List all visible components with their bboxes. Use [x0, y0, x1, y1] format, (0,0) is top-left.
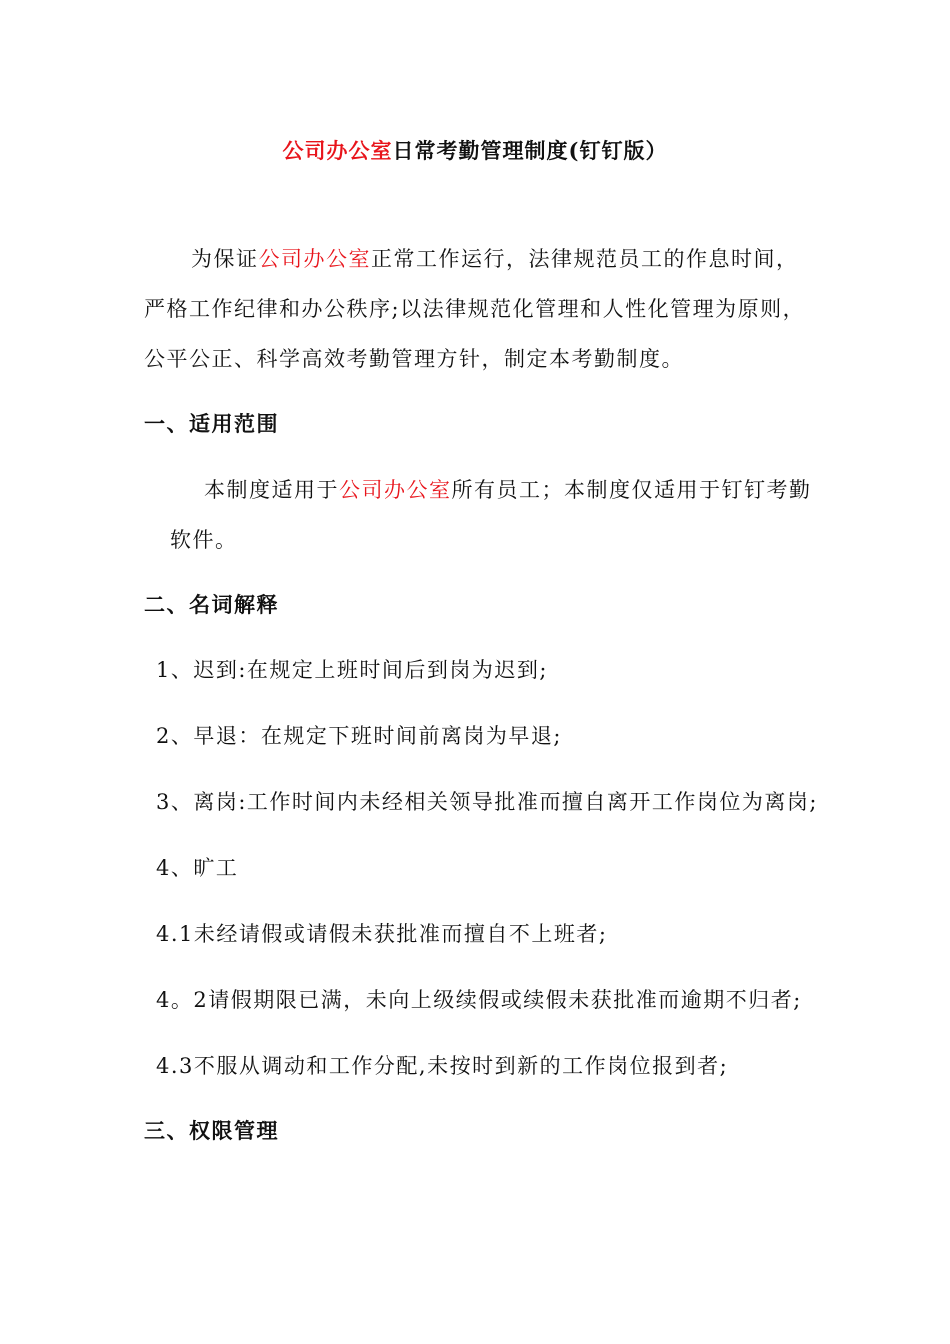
section-2-heading: 二、名词解释 [144, 592, 279, 617]
title-company-name: 公司办公室 [282, 138, 393, 163]
intro-line-2: 严格工作纪律和办公秩序;以法律规范化管理和人性化管理为原则， [144, 297, 806, 321]
intro-suffix: 正常工作运行，法律规范员工的作息时间， [371, 247, 799, 271]
intro-line-1 [191, 245, 799, 273]
term-absenteeism-1: 4.1未经请假或请假未获批准而擅自不上班者; [156, 922, 608, 946]
term-absenteeism: 4、旷工 [156, 856, 239, 880]
scope-company-name: 公司办公室 [339, 478, 452, 502]
title-text: 日常考勤管理制度(钉钉版） [392, 138, 668, 163]
section-1-heading: 一、适用范围 [144, 411, 279, 436]
term-absenteeism-3: 4.3不服从调动和工作分配,未按时到新的工作岗位报到者; [156, 1054, 729, 1078]
scope-suffix: 所有员工；本制度仅适用于钉钉考勤 [451, 478, 812, 502]
intro-line-3: 公平公正、科学高效考勤管理方针，制定本考勤制度。 [144, 347, 684, 371]
scope-prefix: 本制度适用于 [204, 478, 339, 502]
term-early-leave: 2、早退：在规定下班时间前离岗为早退; [156, 724, 562, 748]
intro-company-name: 公司办公室 [258, 247, 371, 271]
section-3-heading: 三、权限管理 [144, 1118, 279, 1143]
term-late: 1、迟到:在规定上班时间后到岗为迟到; [156, 658, 549, 682]
intro-prefix: 为保证 [191, 247, 259, 271]
scope-line-2: 软件。 [170, 528, 238, 552]
term-absence-from-post: 3、离岗:工作时间内未经相关领导批准而擅自离开工作岗位为离岗; [156, 790, 819, 814]
scope-line-1 [204, 476, 812, 504]
term-absenteeism-2: 4。2请假期限已满，未向上级续假或续假未获批准而逾期不归者; [156, 988, 802, 1012]
document-title [0, 137, 950, 165]
